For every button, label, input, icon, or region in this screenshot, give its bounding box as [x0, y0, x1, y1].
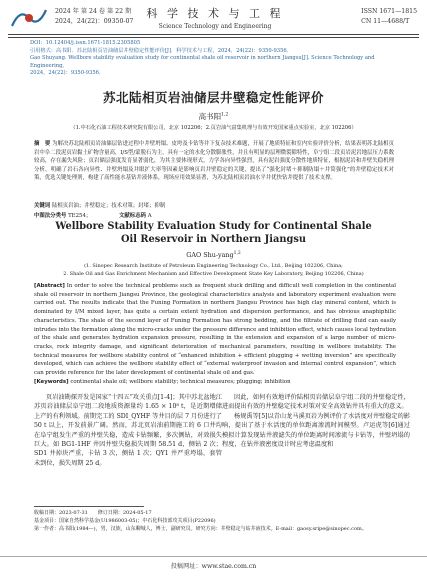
abstract-cn-text: 为解决苏北陆相页岩油储层钻进过程中井壁坍塌、皮垮及卡钻等井下复杂技术难题，开展了地质特征和室内实验评价分析，结果表明苏北陆相页岩中阜二段泥页岩黏土矿物含量高，I/S型/蒙脱石为主，具有一定的水化分散膨胀性，并且有明显的层理微裂隙特性，阜宁组二段页岩泥岩地层压力系数较高，存在漏失风险；页岩储层强度发育显著弱化，为其主要体现形式，力学各向异性强烈，具有泥岩强度分散性地质特征，根据泥岩和井壁失稳机理分析，明确了岩石各向异性、井壁坍塌及井眼扩大率等因素是影响页岩井壁稳定的关键，提出了“强化封堵＋抑制防塌＋井筒强化”的井壁稳定技术对策，优选关键处理剂，构建了高性能水基钻井液体系，现场应用效果显著，为苏北陆相页岩油水平井优快钻井提供了技术支撑。: [34, 141, 394, 182]
affiliation-en: [0, 263, 427, 278]
author-affil-sup-cn: 1,2: [221, 112, 229, 118]
doc-code-value: A: [147, 213, 152, 219]
affiliation-en-line-1: (1. Sinopec Research Institute of Petroleum Engineering Technology Co., Ltd., Beijing 102206, China;: [84, 263, 343, 269]
author-en: [0, 251, 427, 259]
body-paragraph: 杨规禹等[5]以青山龙马溪页岩为例评价了水活度对井壁稳定的影响，提出了基于水活度的单位距离渗流时间模型。卢运虎等[6]通过模拟计算发现钻井液滤失的单位距离时间渗流与卡钻等，井壁坍塌的程度，在钻井液密度设计时应考虑温度和: [222, 412, 410, 449]
journal-header: [0, 0, 427, 34]
citation-block: [30, 40, 410, 78]
author-affil-sup-en: 1,2: [233, 251, 241, 256]
citation-en-line-2: 2024，24(22)：9350-9356.: [30, 70, 101, 77]
journal-logo: [8, 6, 50, 30]
affiliation-cn: （1.中石化石油工程技术研究院有限公司，北京 102206；2.页岩油气富集机理与有效开发国家重点实验室，北京 102206）: [70, 125, 357, 131]
keywords-cn-label: 关键词: [34, 203, 51, 209]
header-rule: [8, 34, 419, 35]
submission-website[interactable]: 投稿网址：www.stae.com.cn: [170, 563, 257, 570]
doi[interactable]: DOI：10.12404/j.issn.1671-1815.2305805: [30, 40, 141, 46]
doc-code-label: 文献标志码: [119, 213, 146, 219]
classification-row: [34, 211, 178, 219]
header-rule-thin: [8, 37, 419, 38]
body-column-right: [222, 393, 410, 449]
title-en-line-1: Wellbore Stability Evaluation Study for Continental Shale: [55, 221, 372, 232]
keywords-cn-text: 陆相页岩油；井壁稳定；技术对策；封堵；抑制: [51, 203, 166, 209]
journal-name-en: Science Technology and Engineering: [158, 23, 272, 30]
affiliation-en-line-2: 2. Shale Oil and Gas Enrichment Mechanism and Effective Development State Key Laboratory, Beijing 102206, China): [63, 270, 364, 277]
title-en-line-2: Oil Reservoir in Northern Jiangsu: [121, 234, 306, 245]
issn-info: [361, 7, 417, 27]
footer-rule: [0, 556, 427, 557]
body-paragraph: 页岩油勘探开发是国家“十四五”攻关重点[1-4]；其中苏北盆地江苏页岩油储层阜宁组二段地质资源量约 1.65 × 10⁸ t，是近期增储上产的有利领域。前期完工的 SDI_QYHF 等井目的层 7 月份进行了 50 t 以上，开发前景广阔。然而，苏北页岩油前期施工的 6 口井均在阜宁组发生严重的井壁失稳，造成卡钻频繁，多次侧钻，对效损失巨大。如 BG1-1HF 井因井壁失稳损失周期 58.51 d，侧钻 2 次；SD1 井掉块严重，卡钻 3 次，侧钻 1 次；QY1 井严重垮塌，套管未到位，损失周期 25 d。: [34, 394, 222, 467]
journal-name-cn: 科 学 技 术 与 工 程: [146, 7, 284, 20]
keywords-en-text: continental shale oil; wellbore stability; technical measures; plugging; inhibition: [70, 379, 291, 385]
footnote-author: 第一作者：高书阳(1984—)，男，汉族，山东聊城人，博士，副研究员。研究方向：井壁稳定与钻井液技术。E-mail：gaosy.sripe@sinopec.com。: [34, 526, 367, 532]
year-volume-issue: 2024 年 第 24 卷 第 22 期: [55, 8, 132, 15]
title-cn: 苏北陆相页岩油储层井壁稳定性能评价: [102, 90, 324, 105]
issn: ISSN 1671—1815: [361, 8, 417, 15]
footnote-rule: [34, 506, 144, 507]
keywords-en-label: [Keywords]: [34, 379, 69, 385]
abstract-en-label: [Abstract]: [34, 283, 65, 289]
footnotes: [34, 509, 404, 533]
citation-cn: 引用格式：高书阳．苏北陆相页岩油储层井壁稳定性能评价[J]．科学技术与工程，2024，24(22)：9350-9356．: [30, 47, 292, 54]
cn-number: CN 11—4688/T: [361, 18, 410, 25]
abstract-en: [34, 282, 396, 378]
journal-name: [125, 5, 305, 30]
clc-value: TE254；: [68, 213, 92, 219]
author-cn: [0, 111, 427, 122]
keywords-cn: [34, 201, 394, 209]
footnote-funding: 基金项目：国家自然科学基金(U1986003-05)；中石化科技部攻关项目(P22096): [34, 518, 216, 524]
issue-info: [55, 7, 133, 27]
footnote-dates: 收稿日期：2023-07-31 修订日期：2024-05-17: [34, 510, 152, 516]
keywords-en: [34, 379, 396, 385]
title-en: [0, 220, 427, 246]
date-pages: 2024，24(22)：09350-07: [55, 18, 134, 25]
author-name-en: GAO Shu-yang: [186, 251, 234, 260]
body-paragraph: 因此，如何有效地评价陆相页岩储层阜宁组二段的井壁稳定性，进而提出有效的井壁稳定技术对策对安全高效钻井具有重大的意义。: [222, 394, 410, 411]
abstract-en-text: In order to solve the technical problems such as frequent stuck drilling and difficult well completion in the continental shale oil reservoir in northern Jiangsu Province, the geological characteristics analysis and laboratory experiment evaluation were carried out. The results indicate that the Funing Formation in northern Jiangsu Province has high clay mineral content, which is dominated by I/M mixed layer, has quite a certain extent hydration and dispersion performance, and has obvious anaphiphilic characteristics. The shale of the second layer of Funing Formation has strong bedding, and the filtrate of drilling fluid can easily intrudes into the formation along the micro-cracks under the pressure difference and inhibition effect, which causes local hydration of the shale and generates hydration expansion pressure, resulting in the extension and expansion of a large number of micro-cracks, rock integrity damage, and significant deterioration of mechanical parameters, resulting in wellbore instability. The technical measures for wellbore stability control of “enhanced inhibition + efficient plugging + wetting inversion” are specifically developed, which can achieve the wellbore stability effect of “external waterproof invasion and internal control expansion”, which can provide reference for the later development of continental shale oil and gas.: [34, 283, 396, 377]
abstract-cn: [34, 140, 394, 183]
abstract-cn-label: 摘 要: [34, 141, 51, 147]
clc-label: 中图法分类号: [34, 213, 67, 219]
body-column-left: [34, 393, 222, 468]
citation-en-line-1: Gao Shuyang. Wellbore stability evaluation study for continental shale oil reservoir in northern Jiangsu[J]. Science Technology and Engineering,: [30, 55, 375, 69]
author-name-cn: 高书阳: [198, 112, 222, 121]
